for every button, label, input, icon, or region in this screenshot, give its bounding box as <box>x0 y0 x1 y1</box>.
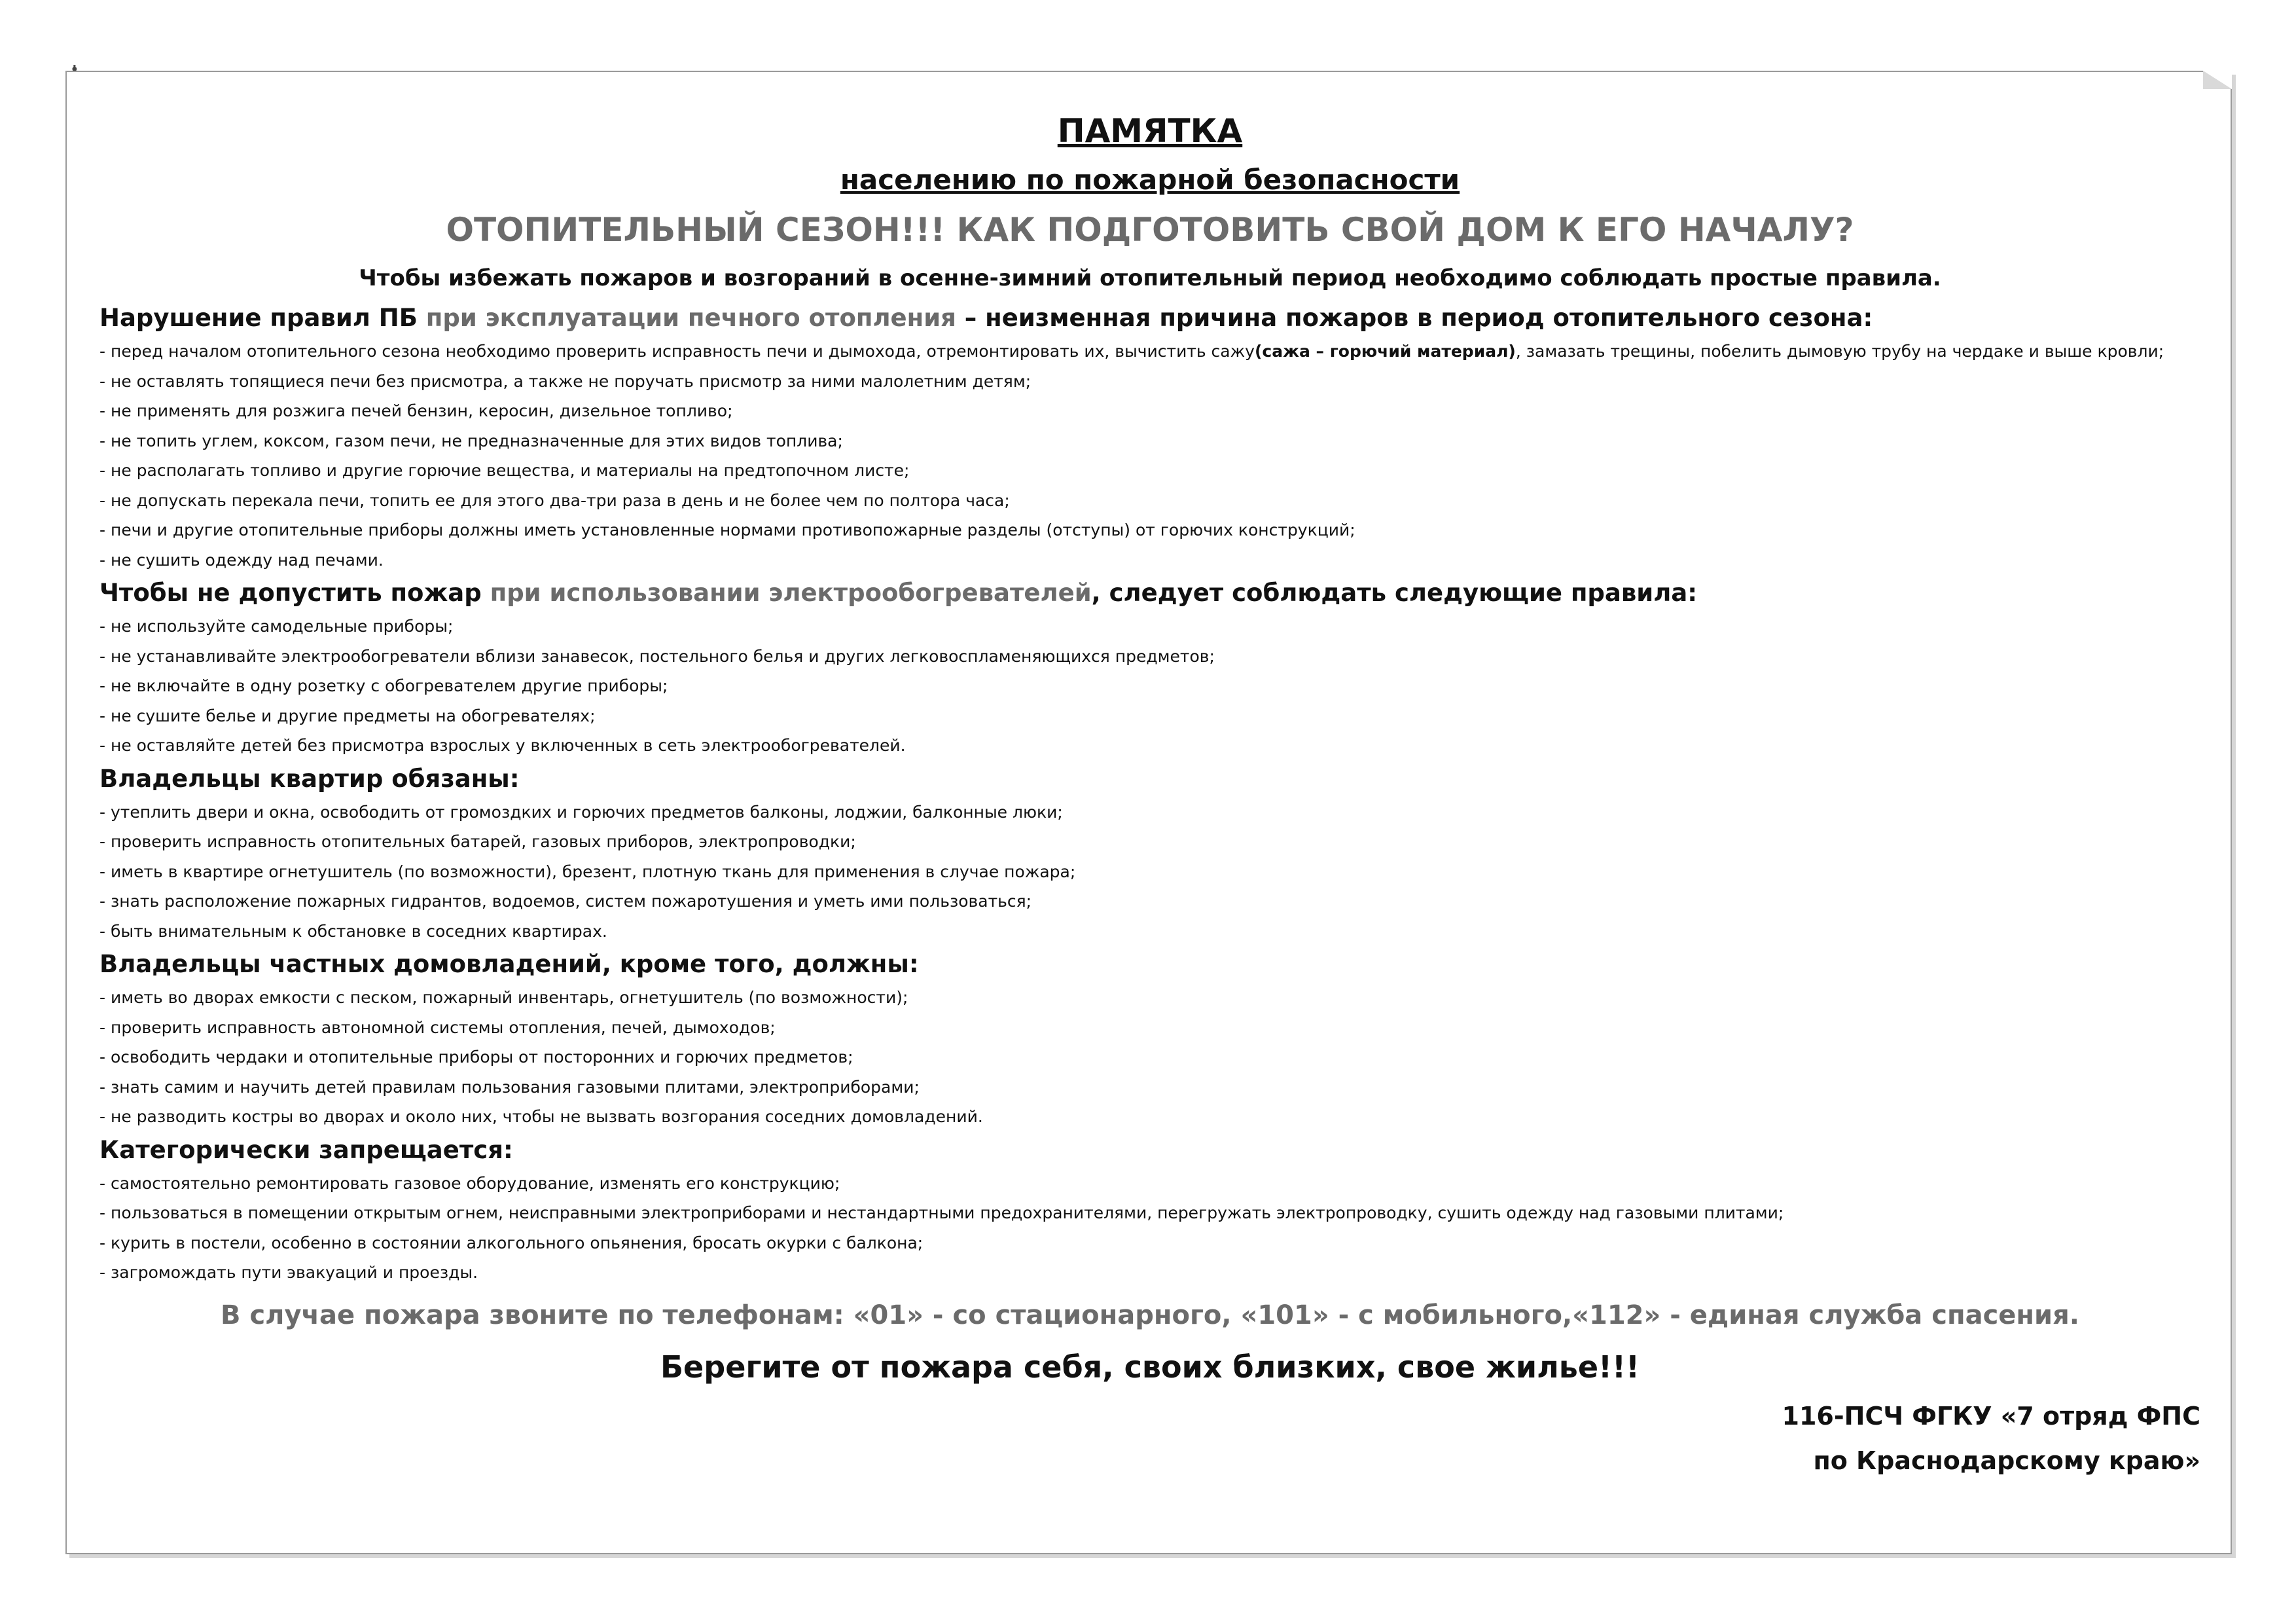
page-fold-corner <box>2203 71 2232 89</box>
memo-headline: ОТОПИТЕЛЬНЫЙ СЕЗОН!!! КАК ПОДГОТОВИТЬ СВОЙ ДОМ К ЕГО НАЧАЛУ? <box>446 211 1854 249</box>
section-stove-heading: Нарушение правил ПБ при эксплуатации печного отопления – неизменная причина пожаров в период отопительного сезона: <box>99 304 1873 332</box>
section-heaters-item: - не сушите белье и другие предметы на обогревателях; <box>99 706 596 725</box>
section-houses-heading: Владельцы частных домовладений, кроме того, должны: <box>99 950 919 978</box>
signature-line-1: 116-ПСЧ ФГКУ «7 отряд ФПС <box>1782 1401 2200 1431</box>
section-heaters-accent: при использовании электрообогревателей <box>490 579 1092 607</box>
section-prohibited-item: - самостоятельно ремонтировать газовое оборудование, изменять его конструкцию; <box>99 1173 840 1193</box>
section-prohibited-item: - пользоваться в помещении открытым огнем, неисправными электроприборами и нестандартными предохранителями, перегружать электропроводку, сушить одежду над газовыми плитами; <box>99 1203 1784 1222</box>
section-stove-item: - не располагать топливо и другие горючие вещества, и материалы на предтопочном листе; <box>99 461 910 480</box>
section-heaters-item: - не включайте в одну розетку с обогревателем другие приборы; <box>99 676 668 695</box>
section-prohibited-item: - загромождать пути эвакуаций и проезды. <box>99 1263 478 1282</box>
memo-slogan: Берегите от пожара себя, своих близких, свое жилье!!! <box>660 1349 1640 1385</box>
section-houses-item: - освободить чердаки и отопительные приборы от посторонних и горючих предметов; <box>99 1048 853 1067</box>
memo-subtitle: населению по пожарной безопасности <box>840 164 1460 196</box>
section-apartments-item: - быть внимательным к обстановке в соседних квартирах. <box>99 921 607 941</box>
section-stove-item: - не допускать перекала печи, топить ее для этого два-три раза в день и не более чем по полтора часа; <box>99 490 1010 510</box>
section-heaters-heading: Чтобы не допустить пожар при использовании электрообогревателей, следует соблюдать следующие правила: <box>99 579 1698 607</box>
emergency-phones: В случае пожара звоните по телефонам: «01» - со стационарного, «101» - с мобильного,«112» - единая служба спасения. <box>221 1300 2079 1330</box>
section-prohibited-heading: Категорически запрещается: <box>99 1135 513 1164</box>
section-stove-item: - не применять для розжига печей бензин, керосин, дизельное топливо; <box>99 401 733 420</box>
section-stove-item: - перед началом отопительного сезона необходимо проверить исправность печи и дымохода, отремонтировать их, вычистить сажу(сажа – горючий материал), замазать трещины, побелить дымовую трубу на чердаке и выше кровли; <box>99 342 2164 361</box>
section-houses-item: - не разводить костры во дворах и около них, чтобы не вызвать возгорания соседних домовладений. <box>99 1107 983 1126</box>
memo-intro: Чтобы избежать пожаров и возгораний в осенне-зимний отопительный период необходимо соблюдать простые правила. <box>359 265 1941 291</box>
section-stove-item: - не топить углем, коксом, газом печи, не предназначенные для этих видов топлива; <box>99 431 843 450</box>
section-stove-item: - не оставлять топящиеся печи без присмотра, а также не поручать присмотр за ними малолетним детям; <box>99 371 1031 391</box>
section-houses-item: - проверить исправность автономной системы отопления, печей, дымоходов; <box>99 1017 776 1037</box>
section-houses-item: - иметь во дворах емкости с песком, пожарный инвентарь, огнетушитель (по возможности); <box>99 988 908 1007</box>
section-stove-accent: при эксплуатации печного отопления <box>425 304 956 332</box>
section-apartments-item: - иметь в квартире огнетушитель (по возможности), брезент, плотную ткань для применения в случае пожара; <box>99 862 1076 881</box>
memo-sheet <box>65 71 2232 1554</box>
section-apartments-heading: Владельцы квартир обязаны: <box>99 764 520 793</box>
memo-content <box>99 105 2200 1483</box>
section-apartments-item: - утеплить двери и окна, освободить от громоздких и горючих предметов балконы, лоджии, балконные люки; <box>99 802 1063 822</box>
section-heaters-item: - не оставляйте детей без присмотра взрослых у включенных в сеть электрообогревателей. <box>99 736 906 755</box>
section-apartments-item: - проверить исправность отопительных батарей, газовых приборов, электропроводки; <box>99 832 856 851</box>
section-stove-item: - печи и другие отопительные приборы должны иметь установленные нормами противопожарные разделы (отступы) от горючих конструкций; <box>99 520 1355 539</box>
section-prohibited-item: - курить в постели, особенно в состоянии алкогольного опьянения, бросать окурки с балкона; <box>99 1233 924 1252</box>
soot-note: (сажа – горючий материал) <box>1254 342 1516 361</box>
section-houses-item: - знать самим и научить детей правилам пользования газовыми плитами, электроприборами; <box>99 1077 920 1097</box>
section-stove-item: - не сушить одежду над печами. <box>99 550 384 570</box>
memo-title: ПАМЯТКА <box>1057 112 1243 150</box>
section-heaters-item: - не устанавливайте электрообогреватели вблизи занавесок, постельного белья и других легковоспламеняющихся предметов; <box>99 646 1215 666</box>
section-apartments-item: - знать расположение пожарных гидрантов, водоемов, систем пожаротушения и уметь ими пользоваться; <box>99 892 1032 911</box>
section-heaters-item: - не используйте самодельные приборы; <box>99 617 454 636</box>
signature-line-2: по Краснодарскому краю» <box>1813 1446 2200 1475</box>
